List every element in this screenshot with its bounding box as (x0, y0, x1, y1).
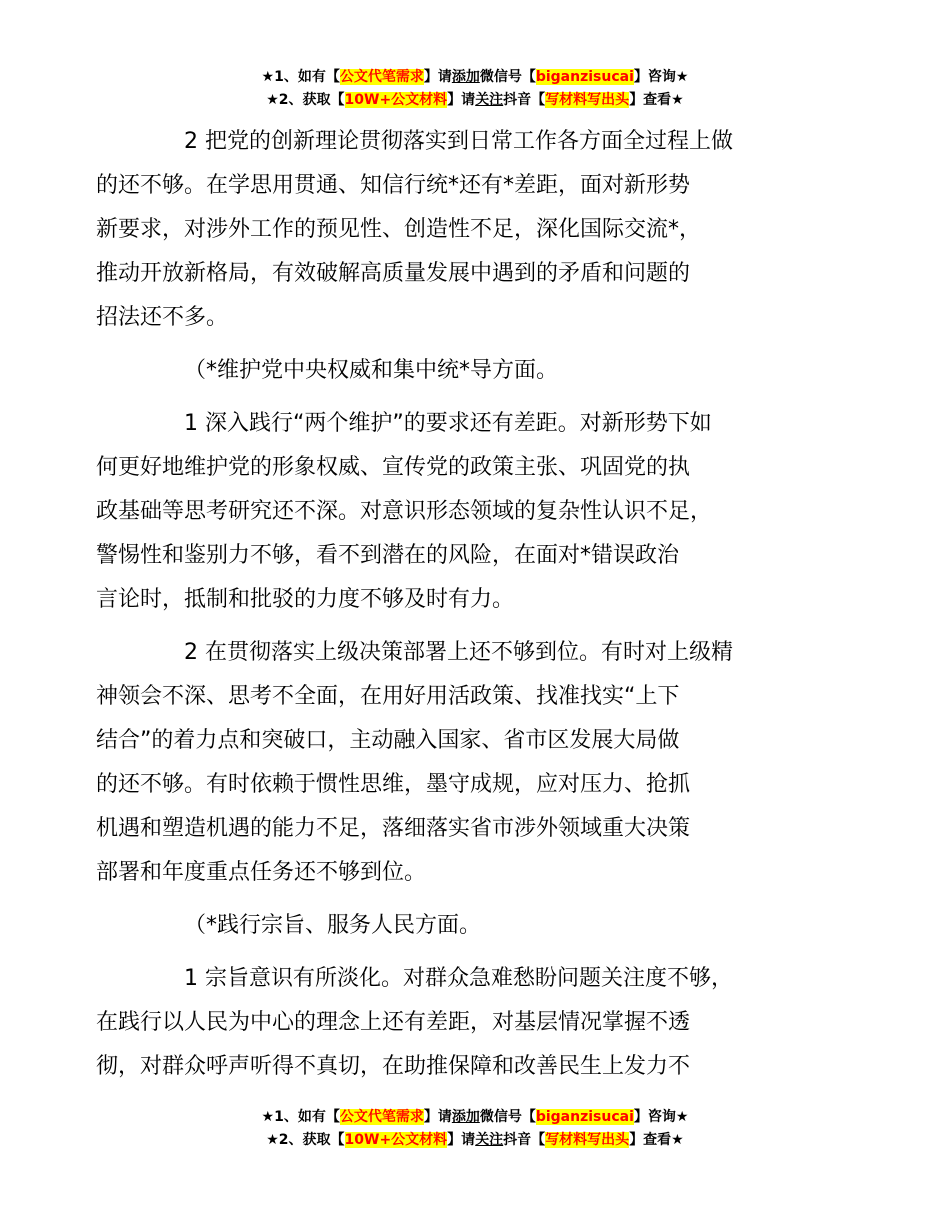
document-body (96, 120, 830, 1098)
paragraph (96, 631, 830, 895)
highlight-materials: 10W+公文材料 (344, 92, 448, 108)
text-line: 的还不够。在学思用贯通、知信行统*还有*差距，面对新形势 (96, 173, 691, 198)
text-line: 2 在贯彻落实上级决策部署上还不够到位。有时对上级精 (184, 640, 733, 665)
banner-text: ★1、如有【 (261, 1109, 340, 1125)
highlight-materials: 10W+公文材料 (344, 1132, 448, 1148)
highlight-douyin: 写材料写出头 (545, 1132, 630, 1148)
highlight-wechat-id: biganzisucai (535, 1109, 634, 1125)
banner-text: 】查看★ (629, 92, 684, 108)
banner-text: ★2、获取【 (266, 92, 345, 108)
text-line: 彻，对群众呼声听得不真切，在助推保障和改善民生上发力不 (96, 1054, 691, 1079)
header-banner (0, 66, 950, 112)
banner-text: 】请 (447, 1132, 476, 1148)
text-line: 的还不够。有时依赖于惯性思维，墨守成规，应对压力、抢抓 (96, 772, 691, 797)
banner-line-1 (0, 66, 950, 89)
text-line: 政基础等思考研究还不深。对意识形态领域的复杂性认识不足， (96, 499, 713, 524)
banner-text: 抖音【 (503, 1132, 546, 1148)
highlight-wechat-id: biganzisucai (535, 69, 634, 85)
text-line: 机遇和塑造机遇的能力不足，落细落实省市涉外领域重大决策 (96, 816, 691, 841)
banner-line-1 (0, 1106, 950, 1129)
text-line: 招法还不多。 (96, 305, 229, 330)
text-line: 1 宗旨意识有所淡化。对群众急难愁盼问题关注度不够， (184, 966, 733, 991)
text-line: 警惕性和鉴别力不够，看不到潜在的风险，在面对*错误政治 (96, 543, 680, 568)
banner-text: 】查看★ (629, 1132, 684, 1148)
paragraph (140, 349, 830, 393)
text-line: 在践行以人民为中心的理念上还有差距，对基层情况掌握不透 (96, 1010, 691, 1035)
underlined-text: 添加 (451, 69, 480, 85)
banner-text: 微信号【 (479, 1109, 536, 1125)
banner-text: 抖音【 (503, 92, 546, 108)
text-line: （*践行宗旨、服务人民方面。 (184, 913, 482, 938)
text-line: 2 把党的创新理论贯彻落实到日常工作各方面全过程上做 (184, 129, 733, 154)
underlined-text: 关注 (475, 92, 504, 108)
highlight-service: 公文代笔需求 (339, 69, 424, 85)
paragraph (96, 402, 830, 622)
text-line: 何更好地维护党的形象权威、宣传党的政策主张、巩固党的执 (96, 455, 691, 480)
banner-text: 】咨询★ (633, 69, 689, 85)
text-line: 新要求，对涉外工作的预见性、创造性不足，深化国际交流*， (96, 217, 702, 242)
underlined-text: 添加 (451, 1109, 480, 1125)
banner-text: 】请 (447, 92, 476, 108)
banner-text: 】请 (423, 69, 452, 85)
footer-banner (0, 1106, 950, 1152)
banner-line-2 (0, 89, 950, 112)
text-line: 部署和年度重点任务还不够到位。 (96, 860, 427, 885)
text-line: （*维护党中央权威和集中统*导方面。 (184, 358, 559, 383)
text-line: 1 深入践行“两个维护”的要求还有差距。对新形势下如 (184, 411, 712, 436)
underlined-text: 关注 (475, 1132, 504, 1148)
banner-text: ★1、如有【 (261, 69, 340, 85)
highlight-douyin: 写材料写出头 (545, 92, 630, 108)
text-line: 神领会不深、思考不全面，在用好用活政策、找准找实“上下 (96, 684, 680, 709)
banner-text: ★2、获取【 (266, 1132, 345, 1148)
banner-line-2 (0, 1129, 950, 1152)
text-line: 言论时，抵制和批驳的力度不够及时有力。 (96, 587, 515, 612)
banner-text: 】咨询★ (633, 1109, 689, 1125)
paragraph (140, 904, 830, 948)
text-line: 推动开放新格局，有效破解高质量发展中遇到的矛盾和问题的 (96, 261, 691, 286)
banner-text: 微信号【 (479, 69, 536, 85)
paragraph (96, 957, 830, 1089)
paragraph (96, 120, 830, 340)
highlight-service: 公文代笔需求 (339, 1109, 424, 1125)
banner-text: 】请 (423, 1109, 452, 1125)
text-line: 结合”的着力点和突破口，主动融入国家、省市区发展大局做 (96, 728, 680, 753)
